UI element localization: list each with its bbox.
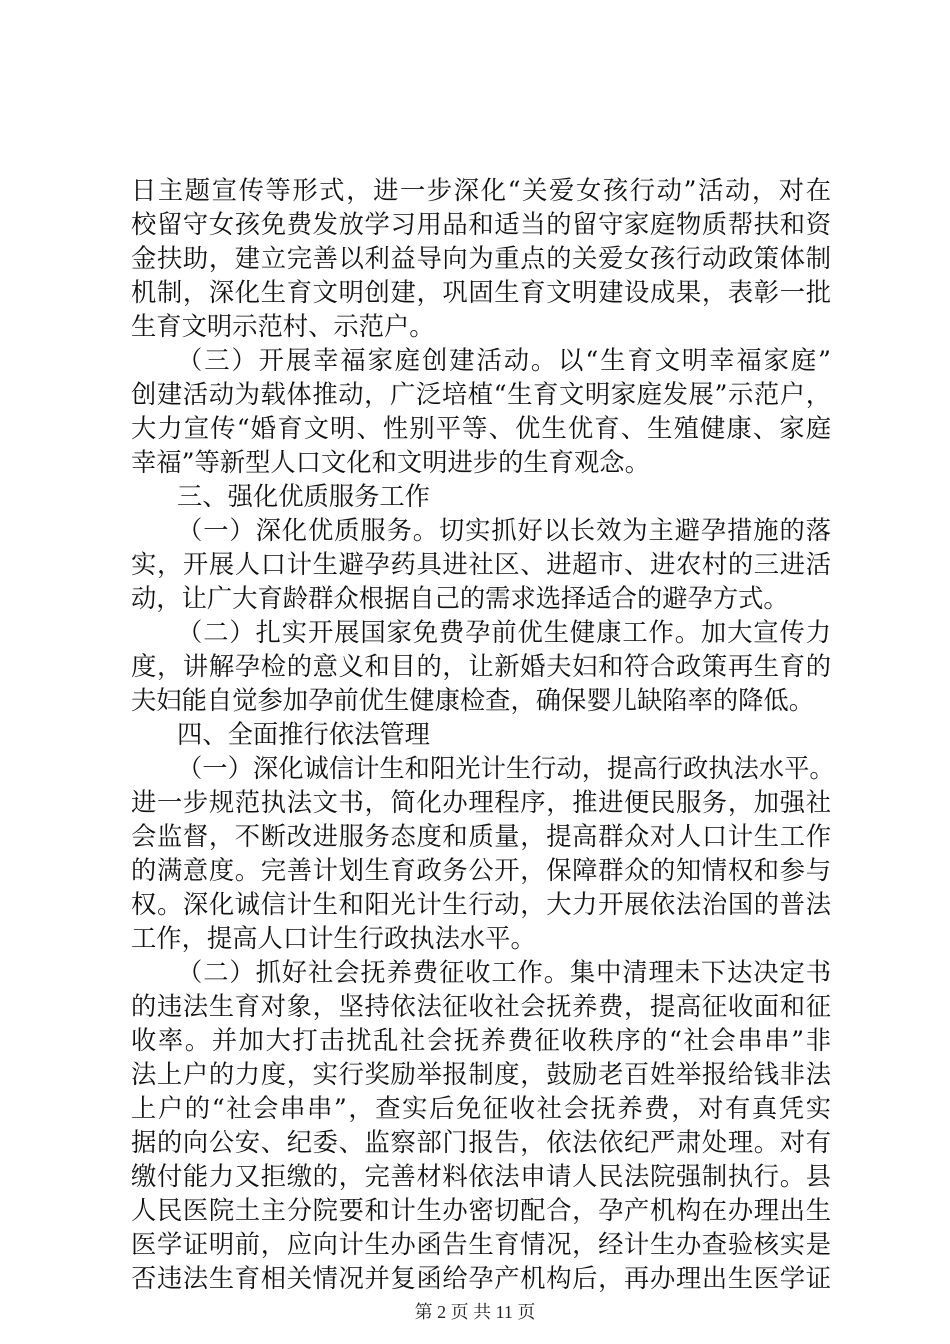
section-heading: 三、强化优质服务工作 bbox=[177, 482, 430, 511]
text-line: 日主题宣传等形式，进一步深化“关爱女孩行动”活动，对在 bbox=[131, 176, 831, 205]
section-heading-paragraph: （三）开展幸福家庭创建活动。以“生育文明幸福家庭” bbox=[177, 346, 831, 375]
text-line: 度，讲解孕检的意义和目的，让新婚夫妇和符合政策再生育的 bbox=[131, 652, 831, 681]
text-line: 进一步规范执法文书，简化办理程序，推进便民服务，加强社 bbox=[131, 788, 831, 817]
text-line: 幸福”等新型人口文化和文明进步的生育观念。 bbox=[131, 448, 650, 477]
section-heading-paragraph: （二）扎实开展国家免费孕前优生健康工作。加大宣传力 bbox=[177, 618, 831, 647]
text-line: 机制，深化生育文明创建，巩固生育文明建设成果，表彰一批 bbox=[131, 278, 831, 307]
text-line: 工作，提高人口计生行政执法水平。 bbox=[131, 924, 536, 953]
section-heading-paragraph: （一）深化诚信计生和阳光计生行动，提高行政执法水平。 bbox=[177, 754, 835, 783]
section-heading-paragraph: （二）抓好社会抚养费征收工作。集中清理未下达决定书 bbox=[177, 958, 831, 987]
text-line: 实，开展人口计生避孕药具进社区、进超市、进农村的三进活 bbox=[131, 550, 831, 579]
text-line: 权。深化诚信计生和阳光计生行动，大力开展依法治国的普法 bbox=[131, 890, 831, 919]
section-heading: 四、全面推行依法管理 bbox=[177, 720, 430, 749]
text-line: 医学证明前，应向计生办函告生育情况，经计生办查验核实是 bbox=[131, 1230, 831, 1259]
page-footer: 第 2 页 共 11 页 bbox=[414, 1302, 536, 1322]
text-line: 生育文明示范村、示范户。 bbox=[131, 312, 435, 341]
text-line: 否违法生育相关情况并复函给孕产机构后，再办理出生医学证 bbox=[131, 1264, 831, 1293]
text-line: 金扶助，建立完善以利益导向为重点的关爱女孩行动政策体制 bbox=[131, 244, 831, 273]
text-line: 据的向公安、纪委、监察部门报告，依法依纪严肃处理。对有 bbox=[131, 1128, 831, 1157]
text-line: 上户的“社会串串”，查实后免征收社会抚养费，对有真凭实 bbox=[131, 1094, 831, 1123]
text-line: 收率。并加大打击扰乱社会抚养费征收秩序的“社会串串”非 bbox=[131, 1026, 831, 1055]
text-line: 法上户的力度，实行奖励举报制度，鼓励老百姓举报给钱非法 bbox=[131, 1060, 831, 1089]
text-line: 会监督，不断改进服务态度和质量，提高群众对人口计生工作 bbox=[131, 822, 831, 851]
text-line: 动，让广大育龄群众根据自己的需求选择适合的避孕方式。 bbox=[131, 584, 789, 613]
section-heading-paragraph: （一）深化优质服务。切实抓好以长效为主避孕措施的落 bbox=[177, 516, 831, 545]
text-line: 夫妇能自觉参加孕前优生健康检查，确保婴儿缺陷率的降低。 bbox=[131, 686, 815, 715]
text-line: 校留守女孩免费发放学习用品和适当的留守家庭物质帮扶和资 bbox=[131, 210, 831, 239]
text-line: 创建活动为载体推动，广泛培植“生育文明家庭发展”示范户， bbox=[131, 380, 831, 409]
text-line: 人民医院土主分院要和计生办密切配合，孕产机构在办理出生 bbox=[131, 1196, 831, 1225]
text-line: 的满意度。完善计划生育政务公开，保障群众的知情权和参与 bbox=[131, 856, 831, 885]
text-line: 大力宣传“婚育文明、性别平等、优生优育、生殖健康、家庭 bbox=[131, 414, 831, 443]
text-line: 的违法生育对象，坚持依法征收社会抚养费，提高征收面和征 bbox=[131, 992, 831, 1021]
text-line: 缴付能力又拒缴的，完善材料依法申请人民法院强制执行。县 bbox=[131, 1162, 831, 1191]
